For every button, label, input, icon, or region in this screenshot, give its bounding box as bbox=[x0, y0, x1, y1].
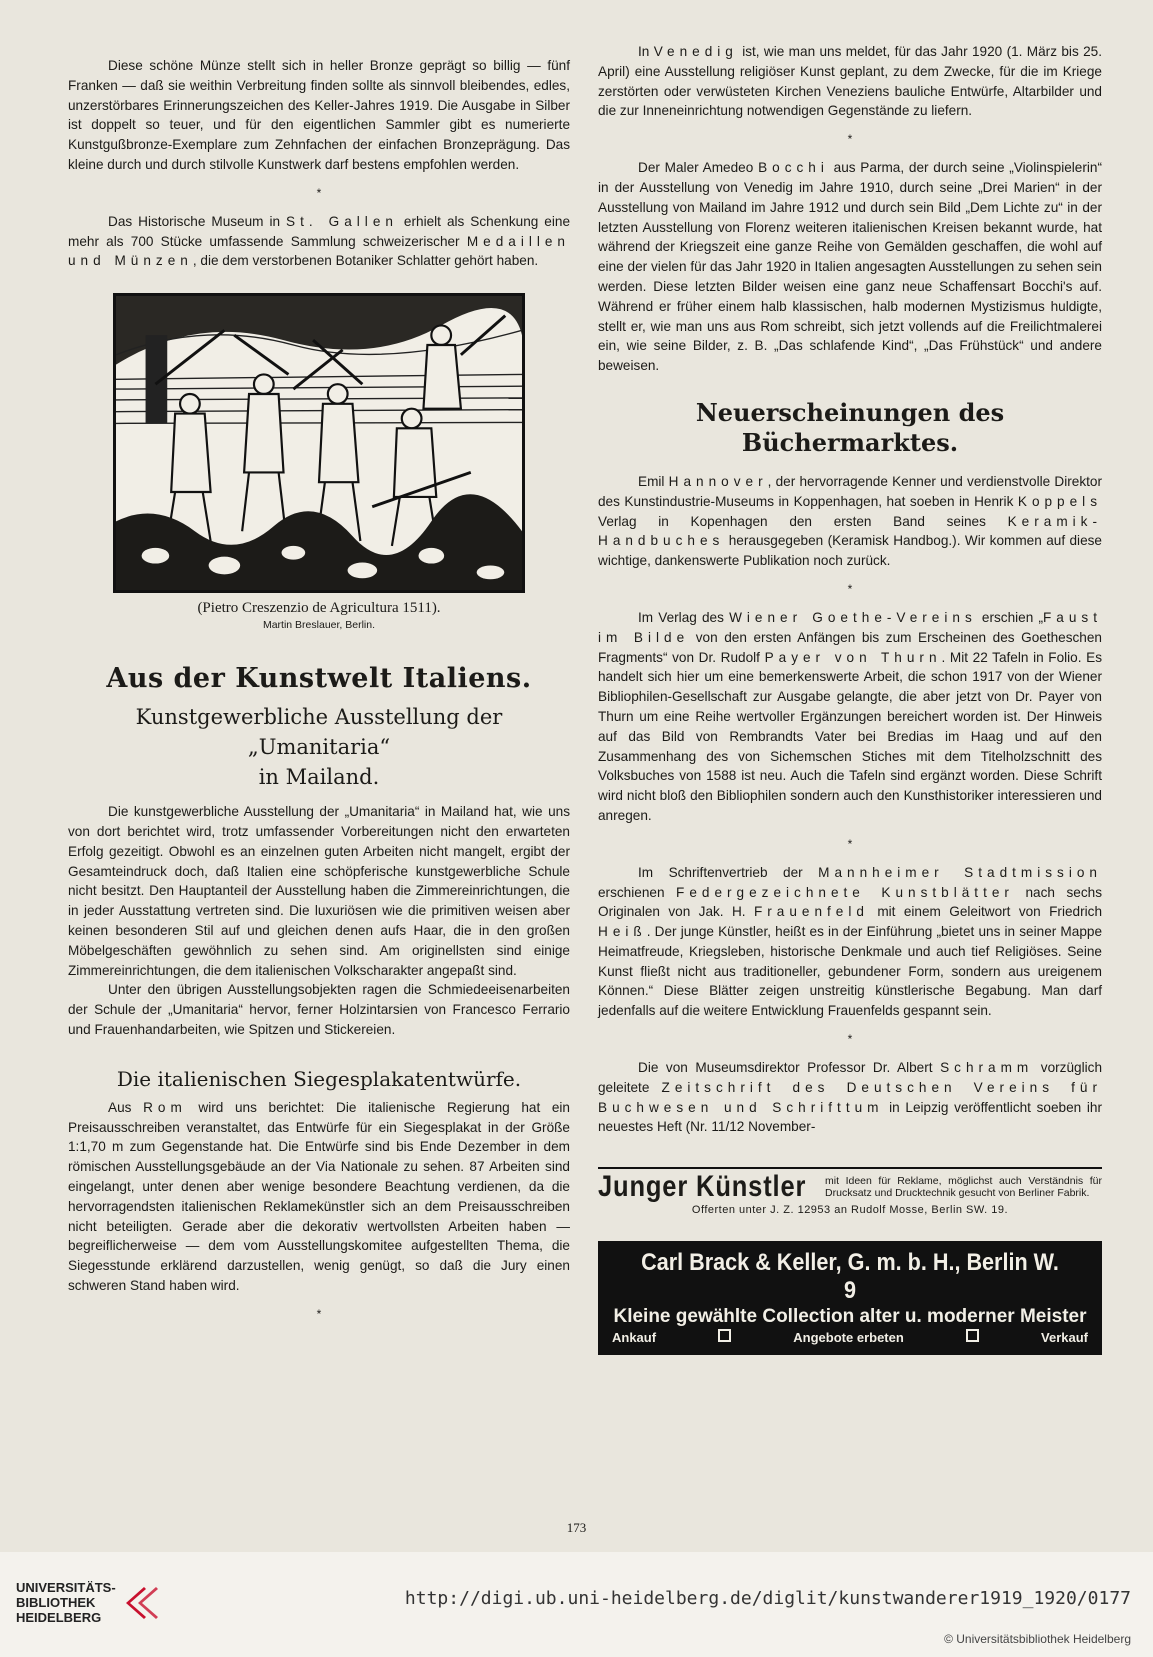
ad-title: Junger Künstler bbox=[598, 1170, 807, 1204]
ad-ankauf: Ankauf bbox=[612, 1330, 657, 1346]
ad-brack-keller bbox=[598, 1241, 1102, 1355]
separator-star: * bbox=[316, 1306, 322, 1321]
ad-angebote: Angebote erbeten bbox=[793, 1330, 904, 1346]
library-logo-text: UNIVERSITÄTS- BIBLIOTHEK HEIDELBERG bbox=[16, 1580, 116, 1625]
ad-verkauf: Verkauf bbox=[1041, 1330, 1088, 1346]
paragraph-umanitaria: Die kunstgewerbliche Ausstellung der „Umanitaria“ in Mailand hat, wie uns von dort berichtet wird, trotz umfassender Vorbereitungen nicht den erwarteten Erfolg gezeitigt. Obwohl es an einzelnen guten Arbeiten nicht mangelt, ergibt der Gesamteindruck doch, daß Italien eine schöpferische kunstgewerbliche Schule nicht besitzt. Den Hauptanteil der Ausstellung haben die Zimmereinrichtungen, die in jeder Ausstattung vertreten sind. Die luxuriösen wie die primitiven weisen aber keinen besonderen Stil auf und gleichen denen aufs Haar, die in den großen Möbelgeschäften gewöhnlich zu sehen sind. Am originellsten sind einige Zimmereinrichtungen, die dem italienischen Volkscharakter angepaßt sind. bbox=[68, 804, 570, 978]
permalink-url[interactable]: http://digi.ub.uni-heidelberg.de/diglit/kunstwanderer1919_1920/0177 bbox=[404, 1588, 1131, 1609]
ad-offer: Offerten unter J. Z. 12953 an Rudolf Mosse, Berlin SW. 19. bbox=[691, 1204, 1009, 1217]
paragraph-st-gallen: Das Historische Museum in St. Gallen erhielt als Schenkung eine mehr als 700 Stücke umfassende Sammlung schweizerischer Medaillen und Münzen, die dem verstorbenen Botaniker Schlatter gehört haben. bbox=[68, 213, 571, 269]
library-emblem-icon bbox=[122, 1583, 166, 1623]
right-column bbox=[598, 42, 1102, 1355]
separator-star: * bbox=[847, 836, 853, 851]
separator-star: * bbox=[316, 185, 322, 200]
subheading-siegesplakat: Die italienischen Siegesplakatentwürfe. bbox=[116, 1066, 522, 1091]
paragraph-schramm: Die von Museumsdirektor Professor Dr. Albert Schramm vorzüglich geleitete Zeitschrift des Deutschen Vereins für Buchwesen und Schrifttum in Leipzig veröffentlicht soeben ihr neuestes Heft (Nr. 11/12 November- bbox=[598, 1060, 1102, 1135]
paragraph-rome: Aus Rom wird uns berichtet: Die italienische Regierung hat ein Preisausschreiben veranstaltet, das Entwürfe für ein Siegesplakat in der Größe 1:1,70 m zum Gegenstande hat. Die Entwürfe sind bis Ende Dezember in dem römischen Ausstellungsgebäude an der Via Nationale zu sehen. 87 Arbeiten sind eingelangt, unter denen aber wenige besondere Beachtung verdienen, da die hervorragendsten italienischen Reklamekünstler sich an dem Preisausschreiben nicht beteiligten. Gerade aber die dekorativ wertvollsten Arbeiten haben — begreiflicherweise — dem vom Ausstellungskomitee aufgestellten Thema, die Siegesstunde erklärend darzustellen, wenig genügt, so daß die Jury einen schweren Stand haben wird. bbox=[68, 1099, 570, 1293]
woodcut-illustration bbox=[113, 293, 525, 593]
paragraph-exhibits: Unter den übrigen Ausstellungsobjekten ragen die Schmiedeeisenarbeiten der Schule der „Umanitaria“ hervor, ferner Holzintarsien von Francesco Ferrario und Frauenhandarbeiten, wie Spitzen und Stickereien. bbox=[68, 982, 570, 1037]
section-heading-italy: Aus der Kunstwelt Italiens. bbox=[106, 663, 532, 695]
ad-footer-row bbox=[608, 1329, 1092, 1347]
ad-divider bbox=[598, 1167, 1102, 1169]
ad-collection: Kleine gewählte Collection alter u. moderner Meister bbox=[613, 1306, 1087, 1328]
paragraph-venedig: In Venedig ist, wie man uns meldet, für das Jahr 1920 (1. März bis 25. April) eine Ausstellung religiöser Kunst geplant, zu dem Zwecke, für die im Kriege zerstörten oder verwüsteten Kirchen Veneziens bauliche Entwürfe, Altarbilder und die zur Inneneinrichtung notwendigen Gegenstände zu liefern. bbox=[598, 44, 1102, 119]
copyright-notice: © Universitätsbibliothek Heidelberg bbox=[944, 1632, 1131, 1646]
ad-firm-name: Carl Brack & Keller, G. m. b. H., Berlin W. 9 bbox=[641, 1249, 1059, 1305]
square-icon bbox=[966, 1329, 979, 1342]
ad-text: mit Ideen für Reklame, möglichst auch Verständnis für Drucksatz und Drucktechnik gesucht von Berliner Fabrik. bbox=[825, 1175, 1102, 1200]
paragraph-faust: Im Verlag des Wiener Goethe-Vereins erschien „Faust im Bilde von den ersten Anfängen bis zum Erscheinen des Goetheschen Fragments“ von Dr. Rudolf Payer von Thurn. Mit 22 Tafeln in Folio. Es handelt sich hier um eine bemerkenswerte Arbeit, die schon 1917 von der Wiener Bibliophilen-Gesellschaft zur Ausgabe gelangte, die aber jetzt von Dr. Payer von Thurn um eine Reihe wertvoller Ergänzungen bereichert worden ist. Der Hinweis auf das Bild von Rembrandts Vater bei Bredias im Haag und auf den Zusammenhang des von Sichemschen Stiches mit dem Titelholzschnitt des Volksbuches von 1588 ist neu. Auch die Tafeln sind ergänzt worden. Diese Schrift wird nicht bloß den Bibliophilen sondern auch den Kunsthistoriker interessieren und anregen. bbox=[598, 609, 1103, 823]
section-heading-books: Neuerscheinungen des Büchermarktes. bbox=[695, 397, 1005, 457]
separator-star: * bbox=[847, 132, 853, 147]
ad-junger-kuenstler bbox=[598, 1170, 1102, 1221]
paragraph-bocchi: Der Maler Amedeo Bocchi aus Parma, der durch seine „Violinspielerin“ in der Ausstellung von Venedig im Jahre 1910, durch seine „Drei Marien“ in der Ausstellung von Mailand im Jahre 1912 und durch sein Bild „Dem Lichte zu“ in der letzten Ausstellung von Florenz weiteren italienischen Kreisen bekannt wurde, hat während der Kriegszeit eine ganze Reihe von Gemälden geschaffen, die wohl auf eine der vielen für das Jahr 1920 in Italien angesagten Ausstellungen zu sehen sein werden. Diese letzten Bilder weisen eine ganz neue Schaffensart Bocchi's auf. Während er früher einem halb klassischen, halb modernen Mystizismus huldigte, stellt er, wie man uns aus Rom schreibt, sich jetzt vollends auf die Freilichtmalerei ein, wie seine Bilder, z. B. „Das schlafende Kind“, „Das Frühstück“ und andere beweisen. bbox=[598, 160, 1102, 374]
figure-caption: (Pietro Creszenzio de Agricultura 1511). bbox=[197, 600, 441, 617]
paragraph-hannover: Emil Hannover, der hervorragende Kenner und verdienstvolle Direktor des Kunstindustrie-Museums in Koppenhagen, hat soeben in Henrik Koppels Verlag in Kopenhagen den ersten Band seines Keramik-Handbuches herausgegeben (Keramisk Handbog.). Wir kommen auf diese wichtige, dankenswerte Publikation noch zurück. bbox=[598, 473, 1102, 569]
left-column bbox=[68, 56, 570, 1333]
page-number: 173 bbox=[566, 1520, 587, 1535]
square-icon bbox=[718, 1329, 731, 1342]
paragraph-coin: Diese schöne Münze stellt sich in heller Bronze geprägt so billig — fünf Franken — daß sie weithin Verbreitung finden sollte als sinnvoll bleibendes, edles, unzerstörbares Erinnerungszeichen des Keller-Jahres 1919. Die Ausgabe in Silber ist doppelt so teuer, und für den eigentlichen Sammler gibt es numerierte Kunstgußbronze-Exemplare zum Zehnfachen der einfachen Bronzeprägung. Das kleine durch und durch stilvolle Kunstwerk darf bestens empfohlen werden. bbox=[68, 58, 570, 172]
subheading-umanitaria: Kunstgewerbliche Ausstellung der „Umanitaria“ in Mailand. bbox=[135, 705, 503, 790]
library-logo[interactable] bbox=[16, 1580, 166, 1625]
footer-bar bbox=[0, 1552, 1153, 1657]
paragraph-mannheim: Im Schriftenvertrieb der Mannheimer Stadtmission erschienen Federgezeichnete Kunstblätter nach sechs Originalen von Jak. H. Frauenfeld mit einem Geleitwort von Friedrich Heiß. Der junge Künstler, heißt es in der Einführung „bietet uns in seiner Mappe Heimatfreude, Kriegsleben, historische Denkmale und auch tief Religiöses. Seine Kunst fließt nicht aus traditioneller, gebundener Form, sondern aus ureigenem Können.“ Diese Blätter zeigen unstreitig künstlerische Begabung. Man darf jedenfalls auf die weitere Entwicklung Frauenfelds gespannt sein. bbox=[598, 864, 1103, 1019]
figure-credit: Martin Breslauer, Berlin. bbox=[262, 619, 376, 632]
separator-star: * bbox=[847, 1032, 853, 1047]
separator-star: * bbox=[847, 581, 853, 596]
